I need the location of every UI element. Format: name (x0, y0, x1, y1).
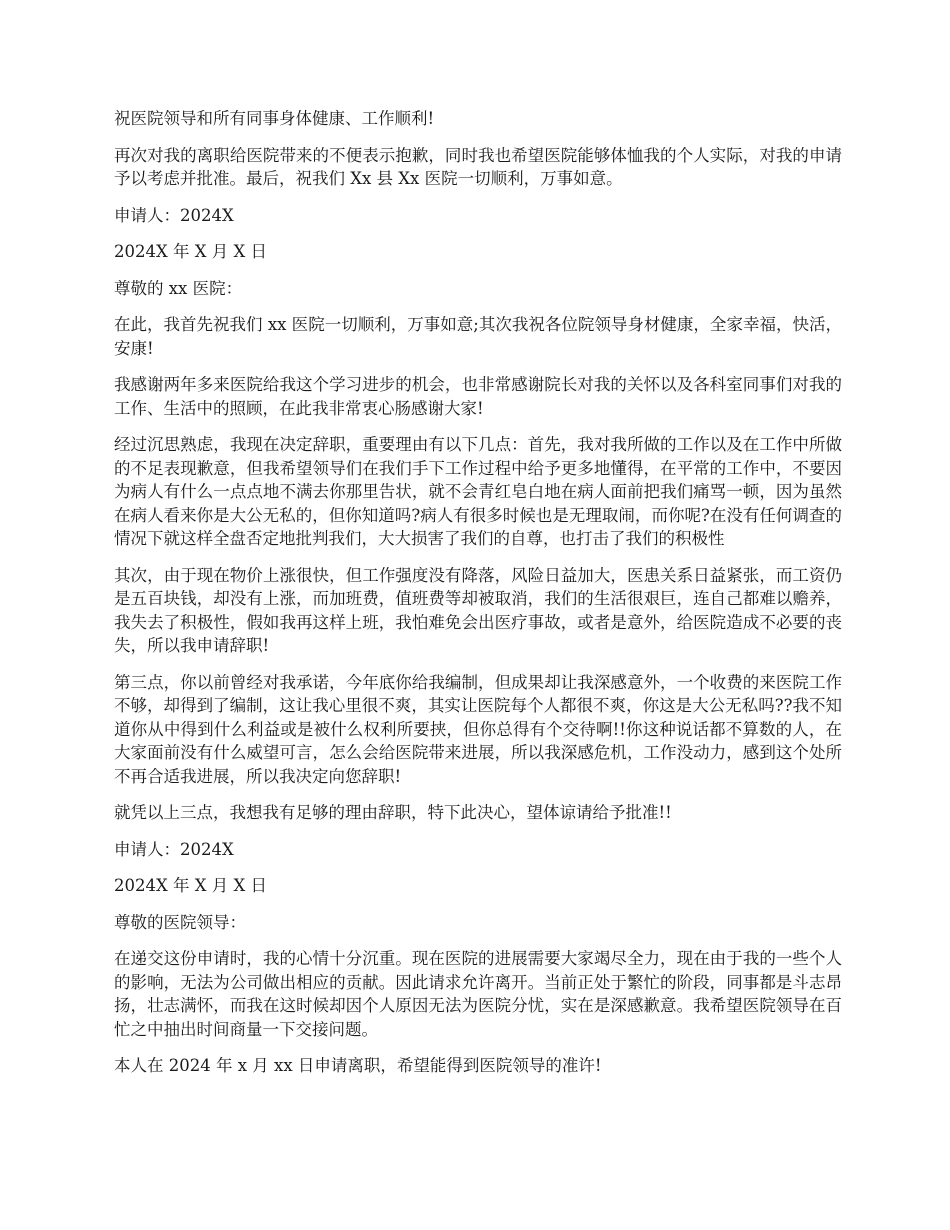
thanks-paragraph: 我感谢两年多来医院给我这个学习进步的机会，也非常感谢院长对我的关怀以及各科室同事们对我的工作、生活中的照顾，在此我非常衷心肠感谢大家! (114, 375, 842, 418)
closing-wish: 祝医院领导和所有同事身体健康、工作顺利! (114, 109, 435, 128)
reason-second-paragraph: 其次，由于现在物价上涨很快，但工作强度没有降落，风险日益加大，医患关系日益紧张，而工资仍是五百块钱，却没有上涨，而加班费，值班费等却被取消，我们的生活很艰巨，连自己都难以赡养，我失去了积极性，假如我再这样上班，我怕难免会出医疗事故，或者是意外，给医院造成不必要的丧失，所以我申请辞职! (114, 565, 842, 655)
request-paragraph: 在递交这份申请时，我的心情十分沉重。现在医院的进展需要大家竭尽全力，现在由于我的一些个人的影响，无法为公司做出相应的贡献。因此请求允许离开。当前正处于繁忙的阶段，同事都是斗志昂扬，壮志满怀，而我在这时候却因个人原因无法为医院分忧，实在是深感歉意。我希望医院领导在百忙之中抽出时间商量一下交接问题。 (114, 949, 842, 1039)
salutation: 尊敬的 xx 医院： (114, 278, 243, 298)
applicant-line: 申请人：2024X (114, 205, 234, 225)
salutation: 尊敬的医院领导： (114, 912, 246, 932)
date-line: 2024X 年 X 月 X 日 (114, 876, 267, 895)
applicant-line: 申请人：2024X (114, 839, 234, 859)
greeting-paragraph: 在此，我首先祝我们 xx 医院一切顺利，万事如意;其次我祝各位院领导身材健康，全家幸福，快活，安康! (114, 315, 842, 358)
apology-paragraph: 再次对我的离职给医院带来的不便表示抱歉，同时我也希望医院能够体恤我的个人实际，对我的申请予以考虑并批准。最后，祝我们 Xx 县 Xx 医院一切顺利，万事如意。 (114, 145, 842, 188)
resignation-date-paragraph: 本人在 2024 年 x 月 xx 日申请离职，希望能得到医院领导的准许! (114, 1056, 602, 1075)
document-body (114, 107, 842, 1091)
conclusion-paragraph: 就凭以上三点，我想我有足够的理由辞职，特下此决心，望体谅请给予批准!! (114, 803, 672, 822)
reason-third-paragraph: 第三点，你以前曾经对我承诺，今年底你给我编制，但成果却让我深感意外，一个收费的来医院工作不够，却得到了编制，这让我心里很不爽，其实让医院每个人都很不爽，你这是大公无私吗??我不知道你从中得到什么利益或是被什么权利所要挟，但你总得有个交待啊!!你这种说话都不算数的人，在大家面前没有什么威望可言，怎么会给医院带来进展，所以我深感危机，工作没动力，感到这个处所不再合适我进展，所以我决定向您辞职! (114, 672, 842, 786)
date-line: 2024X 年 X 月 X 日 (114, 242, 267, 261)
reason-first-paragraph: 经过沉思熟虑，我现在决定辞职，重要理由有以下几点：首先，我对我所做的工作以及在工作中所做的不足表现歉意，但我希望领导们在我们手下工作过程中给予更多地懂得，在平常的工作中，不要因为病人有什么一点点地不满去你那里告状，就不会青红皂白地在病人面前把我们痛骂一顿，因为虽然在病人看来你是大公无私的，但你知道吗?病人有很多时候也是无理取闹，而你呢?在没有任何调查的情况下就这样全盘否定地批判我们，大大损害了我们的自尊，也打击了我们的积极性 (114, 435, 842, 548)
